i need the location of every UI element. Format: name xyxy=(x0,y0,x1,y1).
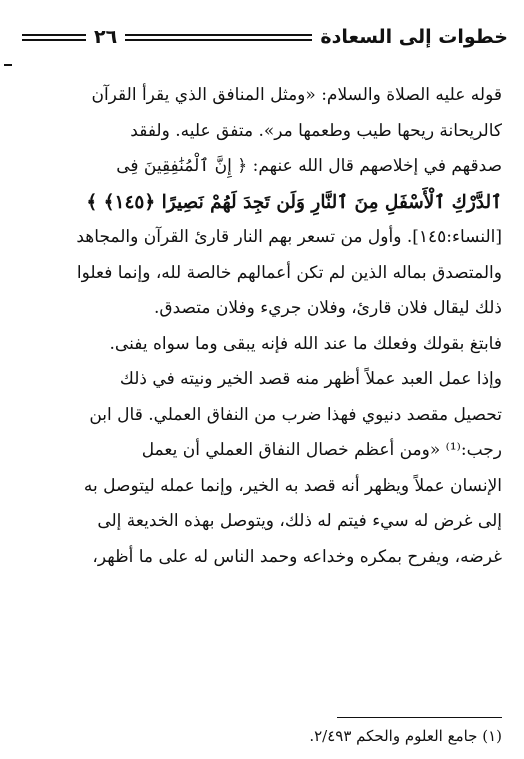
text-line: إلى غرض له سيء فيتم له ذلك، ويتوصل بهذه الخديعة إلى xyxy=(97,511,502,531)
margin-mark xyxy=(4,64,12,66)
text-line: قوله عليه الصلاة والسلام: «ومثل المنافق الذي يقرأ القرآن xyxy=(91,85,502,105)
text-line: رجب:⁽¹⁾ «ومن أعظم خصال النفاق العملي أن يعمل xyxy=(141,440,502,460)
text-line: الإنسان عملاً ويظهر أنه قصد به الخير، وإنما عمله ليتوصل به xyxy=(83,475,502,496)
text-line: فابتغ بقولك وفعلك ما عند الله فإنه يبقى وما سواه يفنى. xyxy=(109,333,502,354)
text-line: غرضه، ويفرح بمكره وخداعه وحمد الناس له على ما أظهر، xyxy=(92,546,502,567)
text-line: [النساء:١٤٥]. وأول من تسعر بهم النار قارئ القرآن والمجاهد xyxy=(76,227,502,247)
page-number: ٢٦ xyxy=(94,26,118,48)
text-line: تحصيل مقصد دنيوي فهذا ضرب من النفاق العملي. قال ابن xyxy=(89,404,502,425)
text-line: ذلك ليقال فلان قارئ، وفلان جريء وفلان متصدق. xyxy=(153,298,502,318)
text-line: وإذا عمل العبد عملاً أظهر منه قصد الخير ونيته في ذلك xyxy=(119,369,502,389)
header-rule-left xyxy=(125,34,312,41)
footnote: (١) جامع العلوم والحكم ٢/٤٩٣. xyxy=(309,727,502,745)
text-line: والمتصدق بماله الذين لم تكن أعمالهم خالصة لله، وإنما فعلوا xyxy=(76,262,502,283)
header-title: خطوات إلى السعادة xyxy=(320,26,508,48)
quran-verse-line: ٱلدَّرْكِ ٱلْأَسْفَلِ مِنَ ٱلنَّارِ وَلَن تَجِدَ لَهُمْ نَصِيرًا ﴿١٤٥﴾ ﴾ xyxy=(86,191,502,213)
footnote-separator xyxy=(337,717,502,718)
header-rule-right xyxy=(22,34,86,41)
body-text xyxy=(28,78,502,575)
text-line: صدقهم في إخلاصهم قال الله عنهم: ﴿ إِنَّ ٱلْمُنَٰفِقِينَ فِى xyxy=(116,156,502,176)
running-header xyxy=(22,20,508,54)
text-line: كالريحانة ريحها طيب وطعمها مر». متفق عليه. ولفقد xyxy=(130,120,502,141)
